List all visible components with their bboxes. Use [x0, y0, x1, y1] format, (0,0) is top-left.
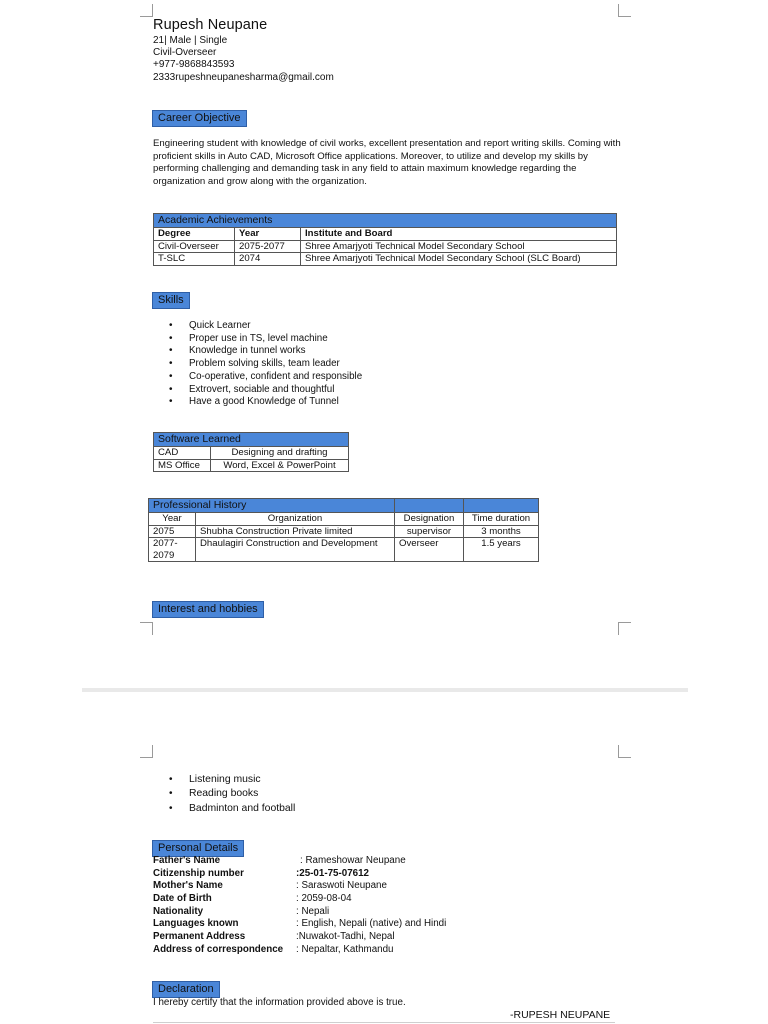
table-cell: 2075: [149, 525, 196, 538]
table-header-cell: Year: [149, 513, 196, 526]
detail-value: : Rameshowar Neupane: [300, 855, 406, 866]
page-corner-mark: [140, 622, 153, 635]
table-cell: Word, Excel & PowerPoint: [211, 459, 349, 472]
professional-history-table: [148, 498, 539, 562]
list-item: • Reading books: [153, 787, 295, 801]
detail-label: Father's Name: [153, 855, 221, 866]
email-address: 2333rupeshneupanesharma@gmail.com: [153, 72, 334, 83]
table-cell: 2075-2077: [235, 240, 301, 253]
detail-value: : English, Nepali (native) and Hindi: [296, 918, 447, 929]
detail-value: : Saraswoti Neupane: [296, 880, 387, 891]
table-row: [149, 525, 539, 538]
job-title: Civil-Overseer: [153, 47, 217, 58]
table-cell: supervisor: [395, 525, 464, 538]
detail-label: Date of Birth: [153, 893, 212, 904]
detail-label: Languages known: [153, 918, 239, 929]
table-cell: CAD: [154, 447, 211, 460]
table-cell: T-SLC: [154, 253, 235, 266]
list-item: • Badminton and football: [153, 802, 295, 816]
detail-value: : Nepaltar, Kathmandu: [296, 944, 394, 955]
declaration-heading: Declaration: [152, 981, 220, 998]
list-item: • Listening music: [153, 773, 295, 787]
table-row: [154, 447, 349, 460]
table-cell: Shree Amarjyoti Technical Model Secondary School (SLC Board): [301, 253, 617, 266]
table-cell: MS Office: [154, 459, 211, 472]
table-cell: Designing and drafting: [211, 447, 349, 460]
detail-value: : Nepali: [296, 906, 330, 917]
page-corner-mark: [140, 745, 153, 758]
table-cell: Shubha Construction Private limited: [196, 525, 395, 538]
interests-heading: Interest and hobbies: [152, 601, 264, 618]
page-corner-mark: [618, 745, 631, 758]
personal-info-line: 21| Male | Single: [153, 35, 228, 46]
table-cell: Overseer: [395, 538, 464, 562]
table-cell: 1.5 years: [464, 538, 539, 562]
skills-heading: Skills: [152, 292, 190, 309]
resume-page-2: [0, 692, 768, 1024]
table-cell: 2074: [235, 253, 301, 266]
detail-value: :25-01-75-07612: [296, 868, 369, 879]
page-corner-mark: [140, 4, 153, 17]
academic-heading: Academic Achievements: [154, 214, 617, 228]
list-item: • Knowledge in tunnel works: [153, 345, 362, 358]
table-header-cell: Institute and Board: [301, 228, 617, 241]
list-item: • Co-operative, confident and responsible: [153, 371, 362, 384]
footer-rule: [153, 1022, 615, 1023]
table-header-cell: Organization: [196, 513, 395, 526]
detail-value: : 2059-08-04: [296, 893, 352, 904]
page-corner-mark: [618, 4, 631, 17]
detail-label: Address of correspondence: [153, 944, 284, 955]
detail-label: Mother's Name: [153, 880, 223, 891]
table-header-cell: [464, 499, 539, 513]
declaration-text: I hereby certify that the information provided above is true.: [153, 997, 406, 1008]
skills-list: [153, 320, 362, 409]
detail-value: :Nuwakot-Tadhi, Nepal: [296, 931, 395, 942]
table-header-cell: [395, 499, 464, 513]
table-cell: Civil-Overseer: [154, 240, 235, 253]
list-item: • Extrovert, sociable and thoughtful: [153, 384, 362, 397]
software-heading: Software Learned: [154, 433, 349, 447]
phone-number: +977-9868843593: [153, 59, 235, 70]
table-cell: 2077-2079: [149, 538, 196, 562]
table-header-cell: Degree: [154, 228, 235, 241]
page-corner-mark: [618, 622, 631, 635]
table-header-cell: Year: [235, 228, 301, 241]
detail-label: Citizenship number: [153, 868, 244, 879]
list-item: • Problem solving skills, team leader: [153, 358, 362, 371]
software-table: [153, 432, 349, 472]
table-header-cell: Designation: [395, 513, 464, 526]
table-cell: Shree Amarjyoti Technical Model Secondary School: [301, 240, 617, 253]
personal-details-heading: Personal Details: [152, 840, 244, 857]
list-item: • Proper use in TS, level machine: [153, 333, 362, 346]
table-row: [149, 538, 539, 562]
table-header-cell: Time duration: [464, 513, 539, 526]
list-item: • Have a good Knowledge of Tunnel: [153, 396, 362, 409]
table-row: [154, 240, 617, 253]
table-row: [154, 253, 617, 266]
detail-label: Nationality: [153, 906, 204, 917]
professional-heading: Professional History: [149, 499, 395, 513]
academic-table: [153, 213, 617, 266]
table-cell: Dhaulagiri Construction and Development: [196, 538, 395, 562]
signature-name: -RUPESH NEUPANE: [510, 1009, 611, 1021]
table-cell: 3 months: [464, 525, 539, 538]
candidate-name: Rupesh Neupane: [153, 17, 268, 33]
detail-label: Permanent Address: [153, 931, 246, 942]
table-row: [154, 459, 349, 472]
list-item: • Quick Learner: [153, 320, 362, 333]
career-objective-text: Engineering student with knowledge of civil works, excellent presentation and report writing skills. Coming with proficient skills in Auto CAD, Microsoft Office applications. Moreover, to utilize and develop my skills by performing challenging and demanding task in any field to attain maximum knowledge regarding the organization and grow along with the organization.: [153, 138, 621, 187]
career-objective-heading: Career Objective: [152, 110, 247, 127]
interests-list: [153, 773, 295, 816]
